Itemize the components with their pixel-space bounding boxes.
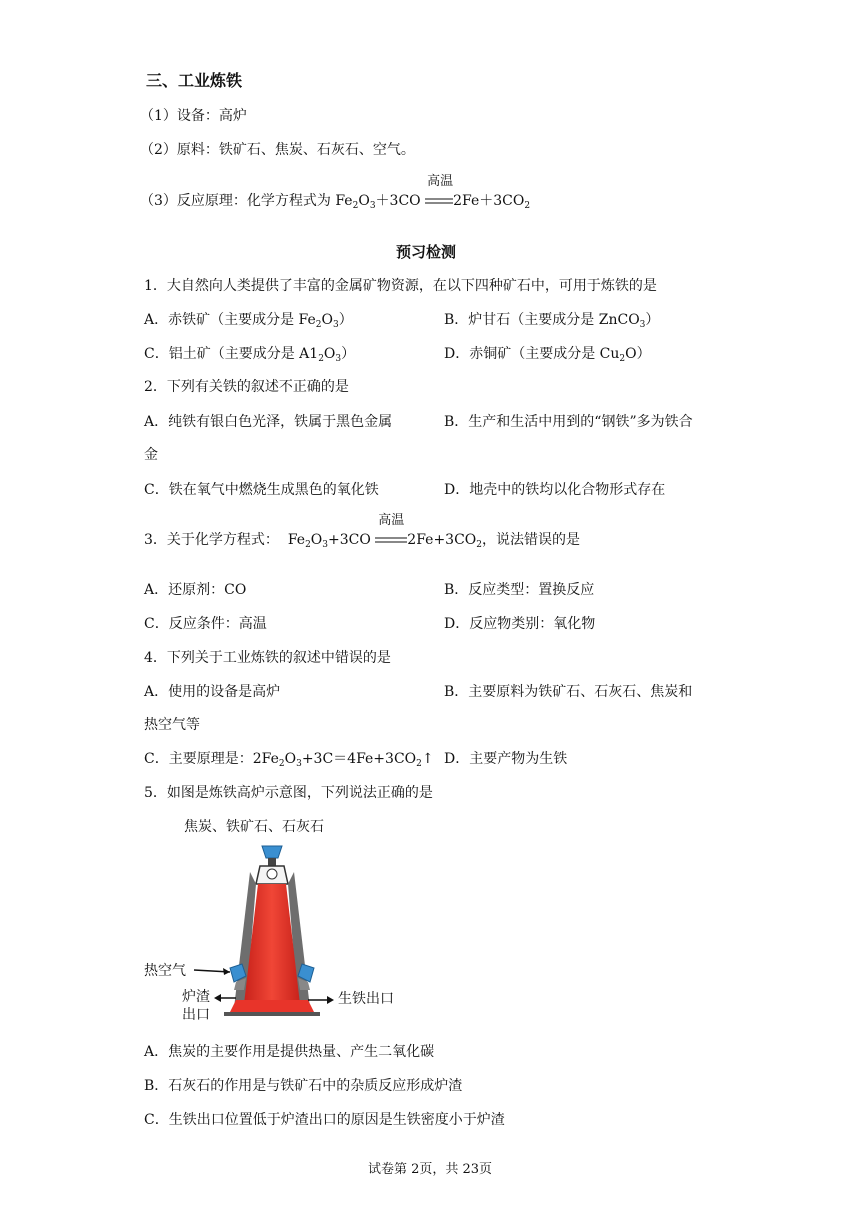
hopper-neck-icon [268, 858, 276, 866]
option-text: C．主要原理是：2Fe [144, 751, 279, 767]
subscript: 2 [619, 354, 626, 364]
formula-part: Fe [287, 532, 306, 548]
formula-part: +3CO [328, 532, 371, 548]
formula-part: 2Fe＋3CO [453, 193, 525, 209]
subscript: 3 [639, 320, 646, 330]
subscript: 2 [352, 201, 359, 211]
diagram-label-slag-outlet-1: 炉渣 [182, 989, 210, 1005]
section-item-principle [140, 174, 531, 211]
option-text: C．铝土矿（主要成分是 A1 [144, 346, 319, 362]
hopper-top-icon [262, 846, 282, 858]
furnace-drawing [138, 812, 438, 1027]
subscript: 3 [296, 759, 302, 769]
option-text: +3C＝4Fe+3CO [301, 751, 417, 767]
subscript: 2 [318, 354, 324, 364]
subscript: 2 [278, 759, 285, 769]
diagram-label-slag-outlet-2: 出口 [182, 1007, 210, 1023]
formula-part: ＋3CO [375, 193, 421, 209]
subscript: 2 [315, 320, 322, 330]
diagram-label-iron-outlet: 生铁出口 [338, 991, 394, 1007]
formula-part: O [358, 193, 370, 209]
option-text: B．炉甘石（主要成分是 ZnCO [444, 312, 640, 328]
q4-stem: 4．下列关于工业炼铁的叙述中错误的是 [144, 650, 391, 666]
q5-stem: 5．如图是炼铁高炉示意图，下列说法正确的是 [144, 785, 433, 801]
subscript: 3 [335, 354, 342, 364]
option-text: O [323, 346, 336, 362]
q5-option-c: C．生铁出口位置低于炉渣出口的原因是生铁密度小于炉渣 [144, 1112, 505, 1128]
q3-option-c: C．反应条件：高温 [144, 616, 267, 632]
q5-option-b: B．石灰石的作用是与铁矿石中的杂质反应形成炉渣 [144, 1078, 463, 1094]
subscript: 3 [322, 540, 329, 550]
subscript: 2 [476, 540, 482, 550]
option-text: A．赤铁矿（主要成分是 Fe [144, 312, 316, 328]
q1-option-b [444, 310, 659, 330]
q1-option-c [144, 344, 355, 364]
q3-stem [144, 513, 580, 550]
section-title: 三、工业炼铁 [146, 71, 243, 90]
option-text: ） [341, 346, 356, 362]
subscript: 3 [333, 320, 339, 330]
q5-option-a: A．焦炭的主要作用是提供热量、产生二氧化碳 [144, 1044, 435, 1060]
subscript: 2 [305, 540, 311, 550]
condition-label: 高温 [427, 174, 454, 189]
formula-part: 2Fe+3CO [407, 532, 477, 548]
option-text: O [321, 312, 334, 328]
blast-furnace-diagram [138, 812, 438, 1027]
diagram-label-raw-materials: 焦炭、铁矿石、石灰石 [184, 819, 324, 835]
subscript: 2 [524, 201, 531, 211]
page-footer: 试卷第 2页，共 23页 [367, 1162, 493, 1177]
option-text: ↑ [421, 751, 434, 767]
principle-text: （3）反应原理：化学方程式为 Fe [140, 193, 353, 209]
q1-option-d [444, 344, 651, 364]
stem-text: ，说法错误的是 [482, 532, 580, 548]
furnace-hearth [230, 1000, 314, 1012]
section-item-materials: （2）原料：铁矿石、焦炭、石灰石、空气。 [140, 142, 415, 158]
furnace-base [224, 1012, 320, 1016]
q2-option-b: B．生产和生活中用到的“钢铁”多为铁合 [444, 414, 693, 430]
section-item-equipment: （1）设备：高炉 [140, 108, 247, 124]
q4-option-b-wrap: 热空气等 [144, 717, 200, 733]
q4-option-b: B．主要原料为铁矿石、石灰石、焦炭和 [444, 684, 693, 700]
condition-label: 高温 [378, 513, 405, 528]
equals-sign [425, 197, 453, 205]
q2-option-a: A．纯铁有银白色光泽，铁属于黑色金属 [144, 414, 393, 430]
q3-option-b: B．反应类型：置换反应 [444, 582, 595, 598]
option-text: O） [625, 346, 651, 362]
subscript: 2 [416, 759, 422, 769]
q3-option-d: D．反应物类别：氧化物 [444, 616, 596, 632]
diagram-label-hot-air: 热空气 [144, 963, 186, 979]
q3-option-a: A．还原剂：CO [144, 582, 247, 598]
q1-stem: 1．大自然向人类提供了丰富的金属矿物资源，在以下四种矿石中，可用于炼铁的是 [144, 278, 657, 294]
formula-part: O [310, 532, 323, 548]
stem-text: 3．关于化学方程式： [144, 532, 279, 548]
option-text: O [284, 751, 297, 767]
subscript: 3 [369, 201, 376, 211]
option-text: ） [645, 312, 660, 328]
reaction-condition [425, 174, 454, 211]
q2-stem: 2．下列有关铁的叙述不正确的是 [144, 379, 349, 395]
q2-option-a-wrap: 金 [144, 447, 158, 463]
q2-option-c: C．铁在氧气中燃烧生成黑色的氧化铁 [144, 482, 379, 498]
q4-option-c [144, 749, 434, 769]
q2-option-d: D．地壳中的铁均以化合物形式存在 [444, 482, 666, 498]
preview-title: 预习检测 [396, 243, 457, 261]
option-text: D．赤铜矿（主要成分是 Cu [444, 346, 620, 362]
equals-sign [375, 536, 407, 544]
reaction-condition [375, 513, 407, 550]
q1-option-a [144, 310, 353, 330]
q4-option-a: A．使用的设备是高炉 [144, 684, 281, 700]
q4-option-d: D．主要产物为生铁 [444, 751, 568, 767]
option-text: ） [338, 312, 353, 328]
